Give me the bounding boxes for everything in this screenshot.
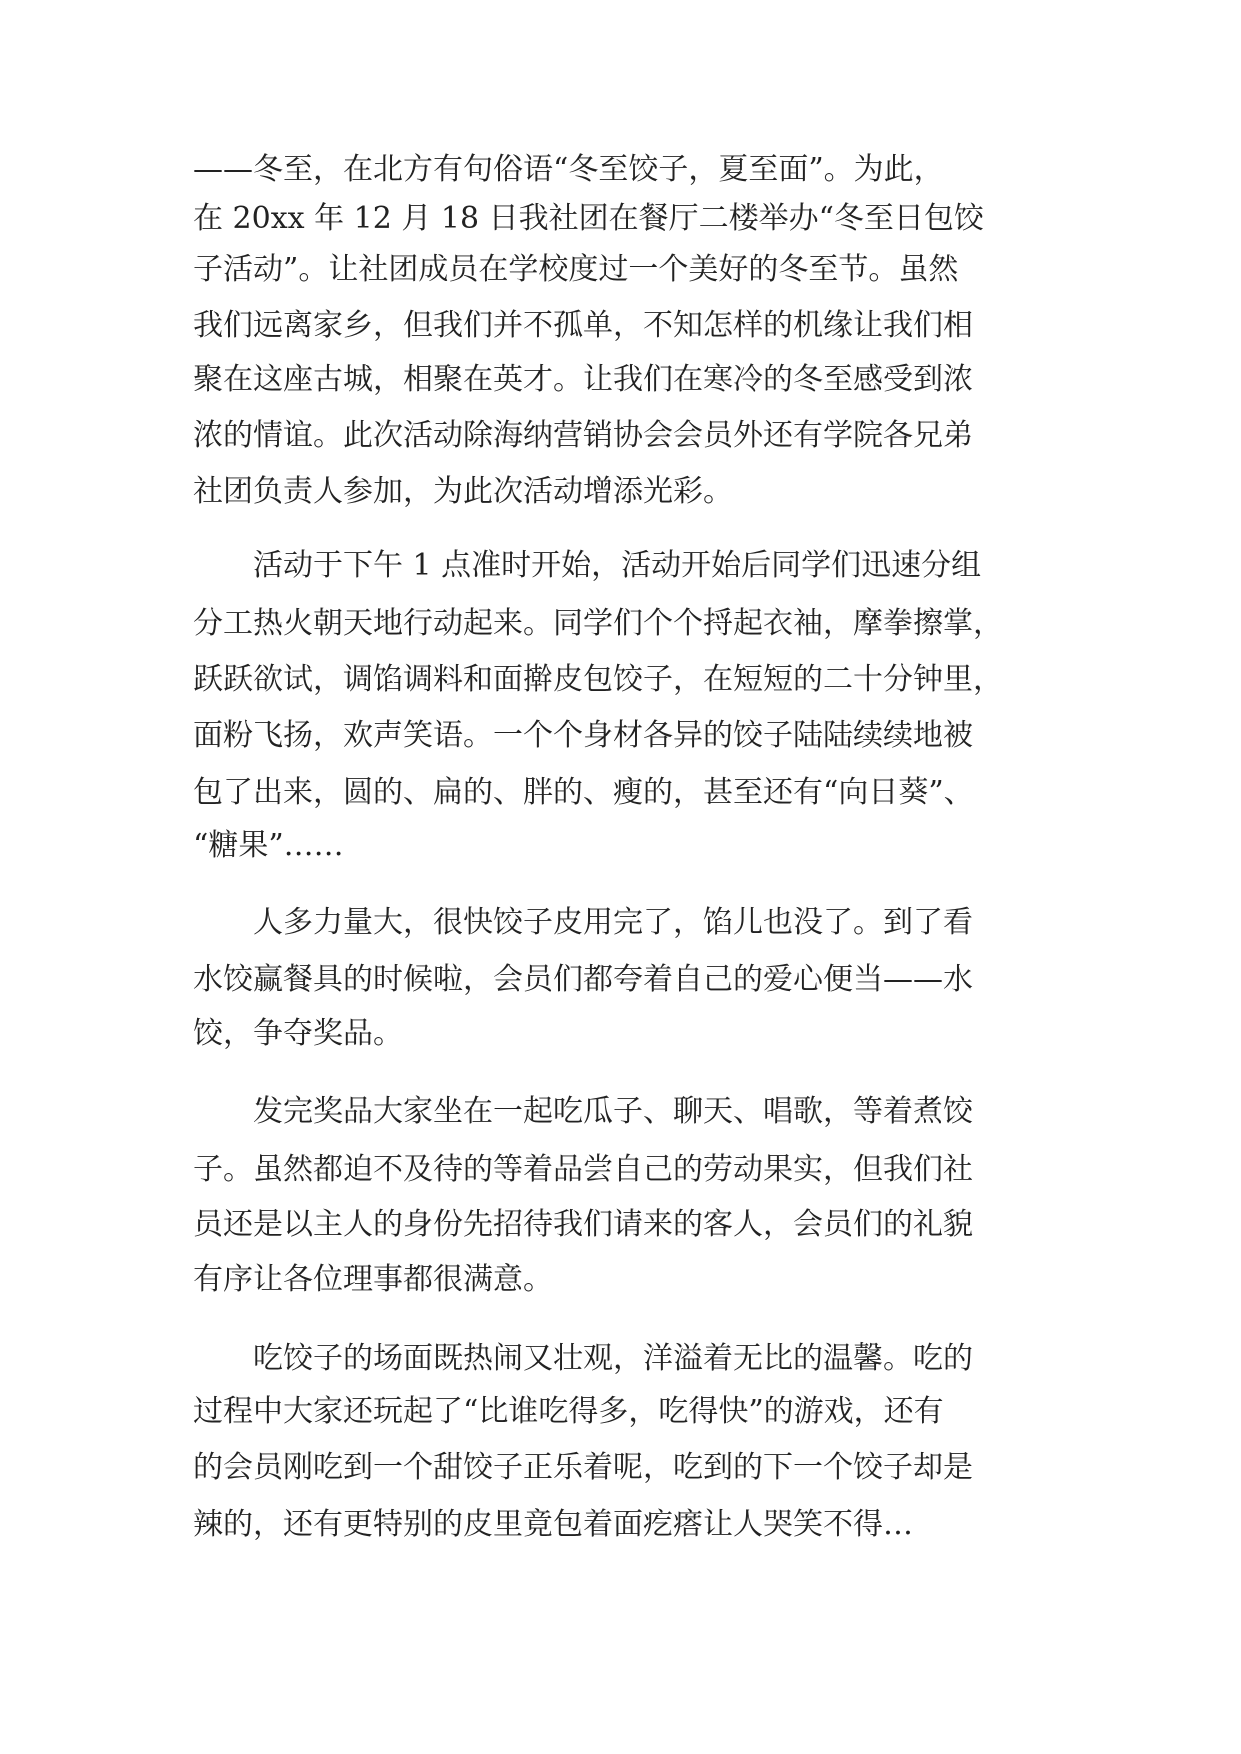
text-line: 在 20xx 年 12 月 18 日我社团在餐厅二楼举办“冬至日包饺: [193, 201, 984, 236]
text-line: 我们远离家乡，但我们并不孤单，不知怎样的机缘让我们相: [193, 308, 973, 343]
text-line: 跃跃欲试，调馅调料和面擀皮包饺子，在短短的二十分钟里，: [193, 662, 1003, 697]
text-line: 分工热火朝天地行动起来。同学们个个捋起衣袖，摩拳擦掌，: [193, 606, 1003, 641]
text-line: 包了出来，圆的、扁的、胖的、瘦的，甚至还有“向日葵”、: [193, 775, 974, 810]
text-line: 活动于下午 1 点准时开始，活动开始后同学们迅速分组: [193, 548, 982, 583]
text-line: 浓的情谊。此次活动除海纳营销协会会员外还有学院各兄弟: [193, 418, 973, 453]
text-line: “糖果”……: [193, 828, 344, 863]
text-line: 人多力量大，很快饺子皮用完了，馅儿也没了。到了看: [193, 905, 973, 940]
text-line: 饺，争夺奖品。: [193, 1016, 403, 1051]
text-line: 社团负责人参加，为此次活动增添光彩。: [193, 474, 733, 509]
text-line: 的会员刚吃到一个甜饺子正乐着呢，吃到的下一个饺子却是: [193, 1450, 973, 1485]
text-line: 吃饺子的场面既热闹又壮观，洋溢着无比的温馨。吃的: [193, 1341, 973, 1376]
text-line: 聚在这座古城，相聚在英才。让我们在寒冷的冬至感受到浓: [193, 362, 973, 397]
text-line: 员还是以主人的身份先招待我们请来的客人，会员们的礼貌: [193, 1207, 973, 1242]
text-line: 有序让各位理事都很满意。: [193, 1262, 553, 1297]
text-line: 子活动”。让社团成员在学校度过一个美好的冬至节。虽然: [193, 252, 959, 287]
text-line: 辣的，还有更特别的皮里竟包着面疙瘩让人哭笑不得…: [193, 1507, 913, 1542]
text-line: 水饺赢餐具的时候啦，会员们都夸着自己的爱心便当——水: [193, 962, 973, 997]
text-line: 子。虽然都迫不及待的等着品尝自己的劳动果实，但我们社: [193, 1152, 973, 1187]
text-line: ——冬至，在北方有句俗语“冬至饺子，夏至面”。为此，: [193, 152, 944, 187]
text-line: 过程中大家还玩起了“比谁吃得多，吃得快”的游戏，还有: [193, 1394, 944, 1429]
text-line: 发完奖品大家坐在一起吃瓜子、聊天、唱歌，等着煮饺: [193, 1094, 973, 1129]
text-line: 面粉飞扬，欢声笑语。一个个身材各异的饺子陆陆续续地被: [193, 718, 973, 753]
